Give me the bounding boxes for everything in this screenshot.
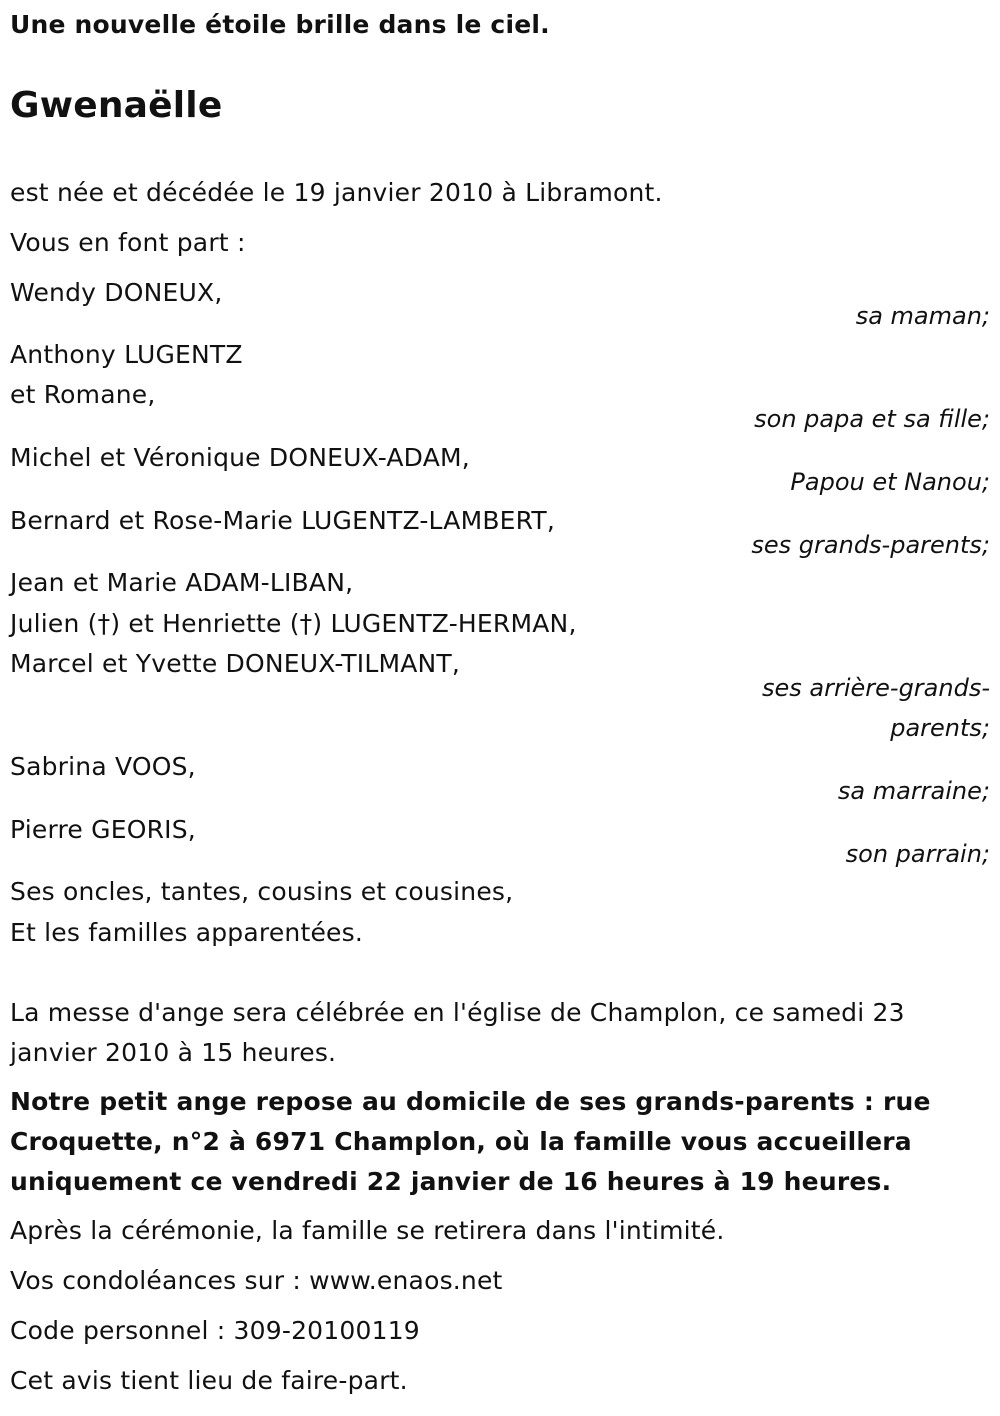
family-role: son papa et sa fille; bbox=[754, 405, 990, 433]
deceased-name: Gwenaëlle bbox=[10, 85, 223, 126]
family-member: Anthony LUGENTZ bbox=[10, 340, 243, 369]
family-member: Sabrina VOOS, bbox=[10, 752, 196, 781]
condolences-text: Vos condoléances sur : www.enaos.net bbox=[10, 1266, 503, 1295]
family-member: Bernard et Rose-Marie LUGENTZ-LAMBERT, bbox=[10, 506, 556, 535]
family-member: Pierre GEORIS, bbox=[10, 815, 196, 844]
family-member: Marcel et Yvette DONEUX-TILMANT, bbox=[10, 649, 461, 678]
family-member: Et les familles apparentées. bbox=[10, 918, 363, 947]
after-ceremony-text: Après la cérémonie, la famille se retirera dans l'intimité. bbox=[10, 1216, 725, 1245]
family-role: parents; bbox=[890, 714, 990, 742]
visitation-text: uniquement ce vendredi 22 janvier de 16 heures à 19 heures. bbox=[10, 1167, 892, 1196]
family-role: sa marraine; bbox=[837, 777, 990, 805]
family-role: ses grands-parents; bbox=[751, 531, 990, 559]
mass-text: janvier 2010 à 15 heures. bbox=[10, 1038, 337, 1067]
family-role: Papou et Nanou; bbox=[790, 468, 990, 496]
visitation-text: Notre petit ange repose au domicile de ses grands-parents : rue bbox=[10, 1087, 931, 1116]
family-member: Michel et Véronique DONEUX-ADAM, bbox=[10, 443, 470, 472]
birth-death-text: est née et décédée le 19 janvier 2010 à Libramont. bbox=[10, 178, 663, 207]
notice-text: Cet avis tient lieu de faire-part. bbox=[10, 1366, 408, 1395]
family-member: Wendy DONEUX, bbox=[10, 278, 223, 307]
announcement-text: Vous en font part : bbox=[10, 228, 246, 257]
family-role: ses arrière-grands- bbox=[762, 674, 990, 702]
family-member: et Romane, bbox=[10, 380, 156, 409]
family-member: Jean et Marie ADAM-LIBAN, bbox=[10, 568, 354, 597]
family-member: Julien (†) et Henriette (†) LUGENTZ-HERMAN, bbox=[10, 609, 577, 638]
personal-code-text: Code personnel : 309-20100119 bbox=[10, 1316, 420, 1345]
headline: Une nouvelle étoile brille dans le ciel. bbox=[10, 10, 550, 39]
visitation-text: Croquette, n°2 à 6971 Champlon, où la famille vous accueillera bbox=[10, 1127, 912, 1156]
family-role: sa maman; bbox=[855, 302, 990, 330]
mass-text: La messe d'ange sera célébrée en l'église de Champlon, ce samedi 23 bbox=[10, 998, 905, 1027]
family-member: Ses oncles, tantes, cousins et cousines, bbox=[10, 877, 514, 906]
family-role: son parrain; bbox=[845, 840, 990, 868]
